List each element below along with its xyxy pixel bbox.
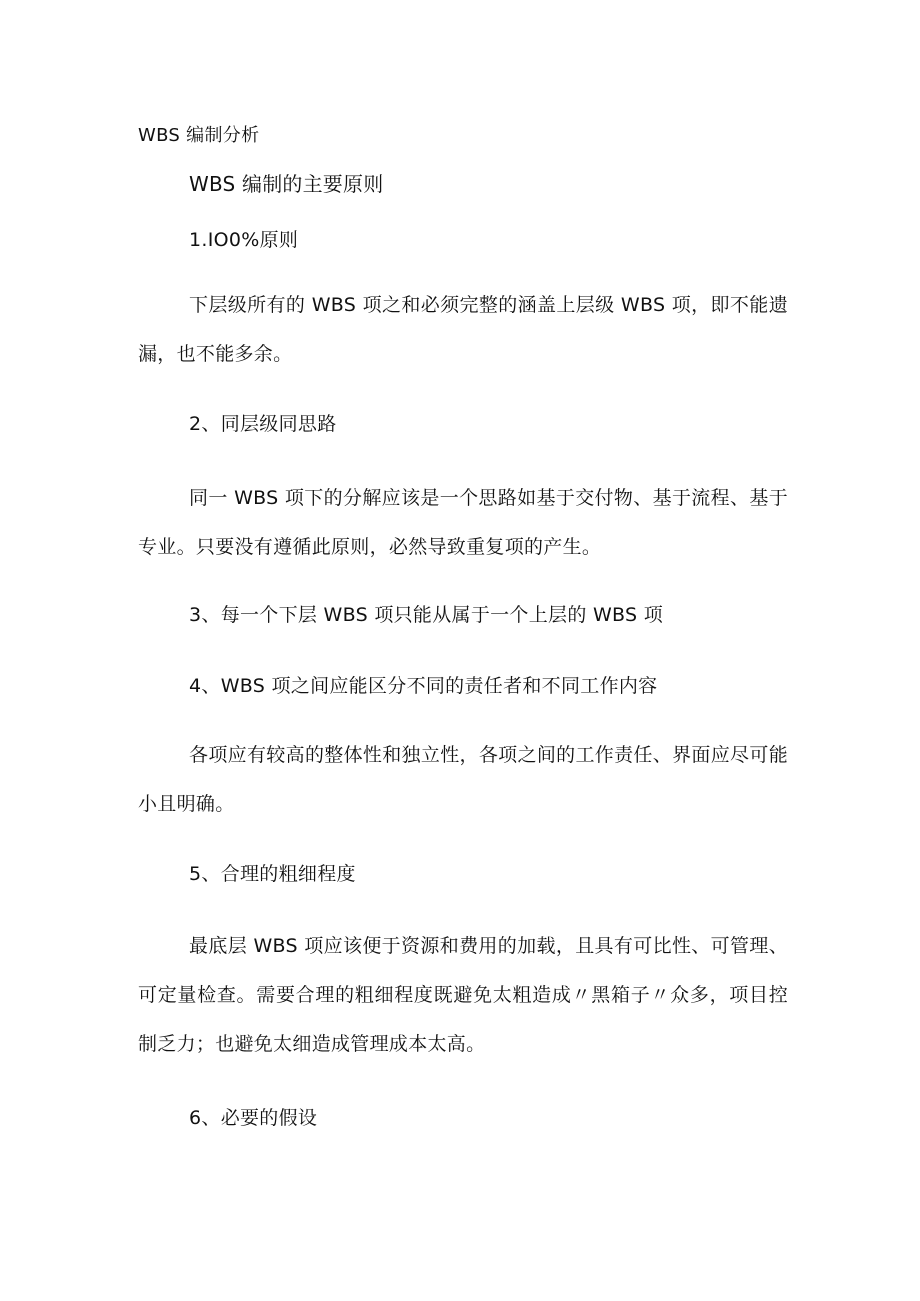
document-title: WBS 编制分析: [138, 125, 260, 146]
section-body-1: 下层级所有的 WBS 项之和必须完整的涵盖上层级 WBS 项，即不能遗漏，也不能多余。: [138, 294, 788, 365]
section-heading-5: 5、合理的粗细程度: [189, 863, 356, 885]
section-heading-4: 4、WBS 项之间应能区分不同的责任者和不同工作内容: [189, 675, 658, 697]
document-subtitle: WBS 编制的主要原则: [189, 172, 384, 196]
section-heading-1: 1.IO0%原则: [189, 229, 299, 251]
section-heading-3: 3、每一个下层 WBS 项只能从属于一个上层的 WBS 项: [189, 604, 664, 626]
section-body-4: 各项应有较高的整体性和独立性，各项之间的工作责任、界面应尽可能小且明确。: [138, 744, 788, 815]
section-body-2: 同一 WBS 项下的分解应该是一个思路如基于交付物、基于流程、基于专业。只要没有遵循此原则，必然导致重复项的产生。: [138, 487, 788, 558]
section-heading-2: 2、同层级同思路: [189, 413, 337, 435]
section-heading-6: 6、必要的假设: [189, 1107, 318, 1129]
section-body-5: 最底层 WBS 项应该便于资源和费用的加载，且具有可比性、可管理、可定量检查。需要合理的粗细程度既避免太粗造成〃黑箱子〃众多，项目控制乏力；也避免太细造成管理成本太高。: [138, 935, 788, 1055]
